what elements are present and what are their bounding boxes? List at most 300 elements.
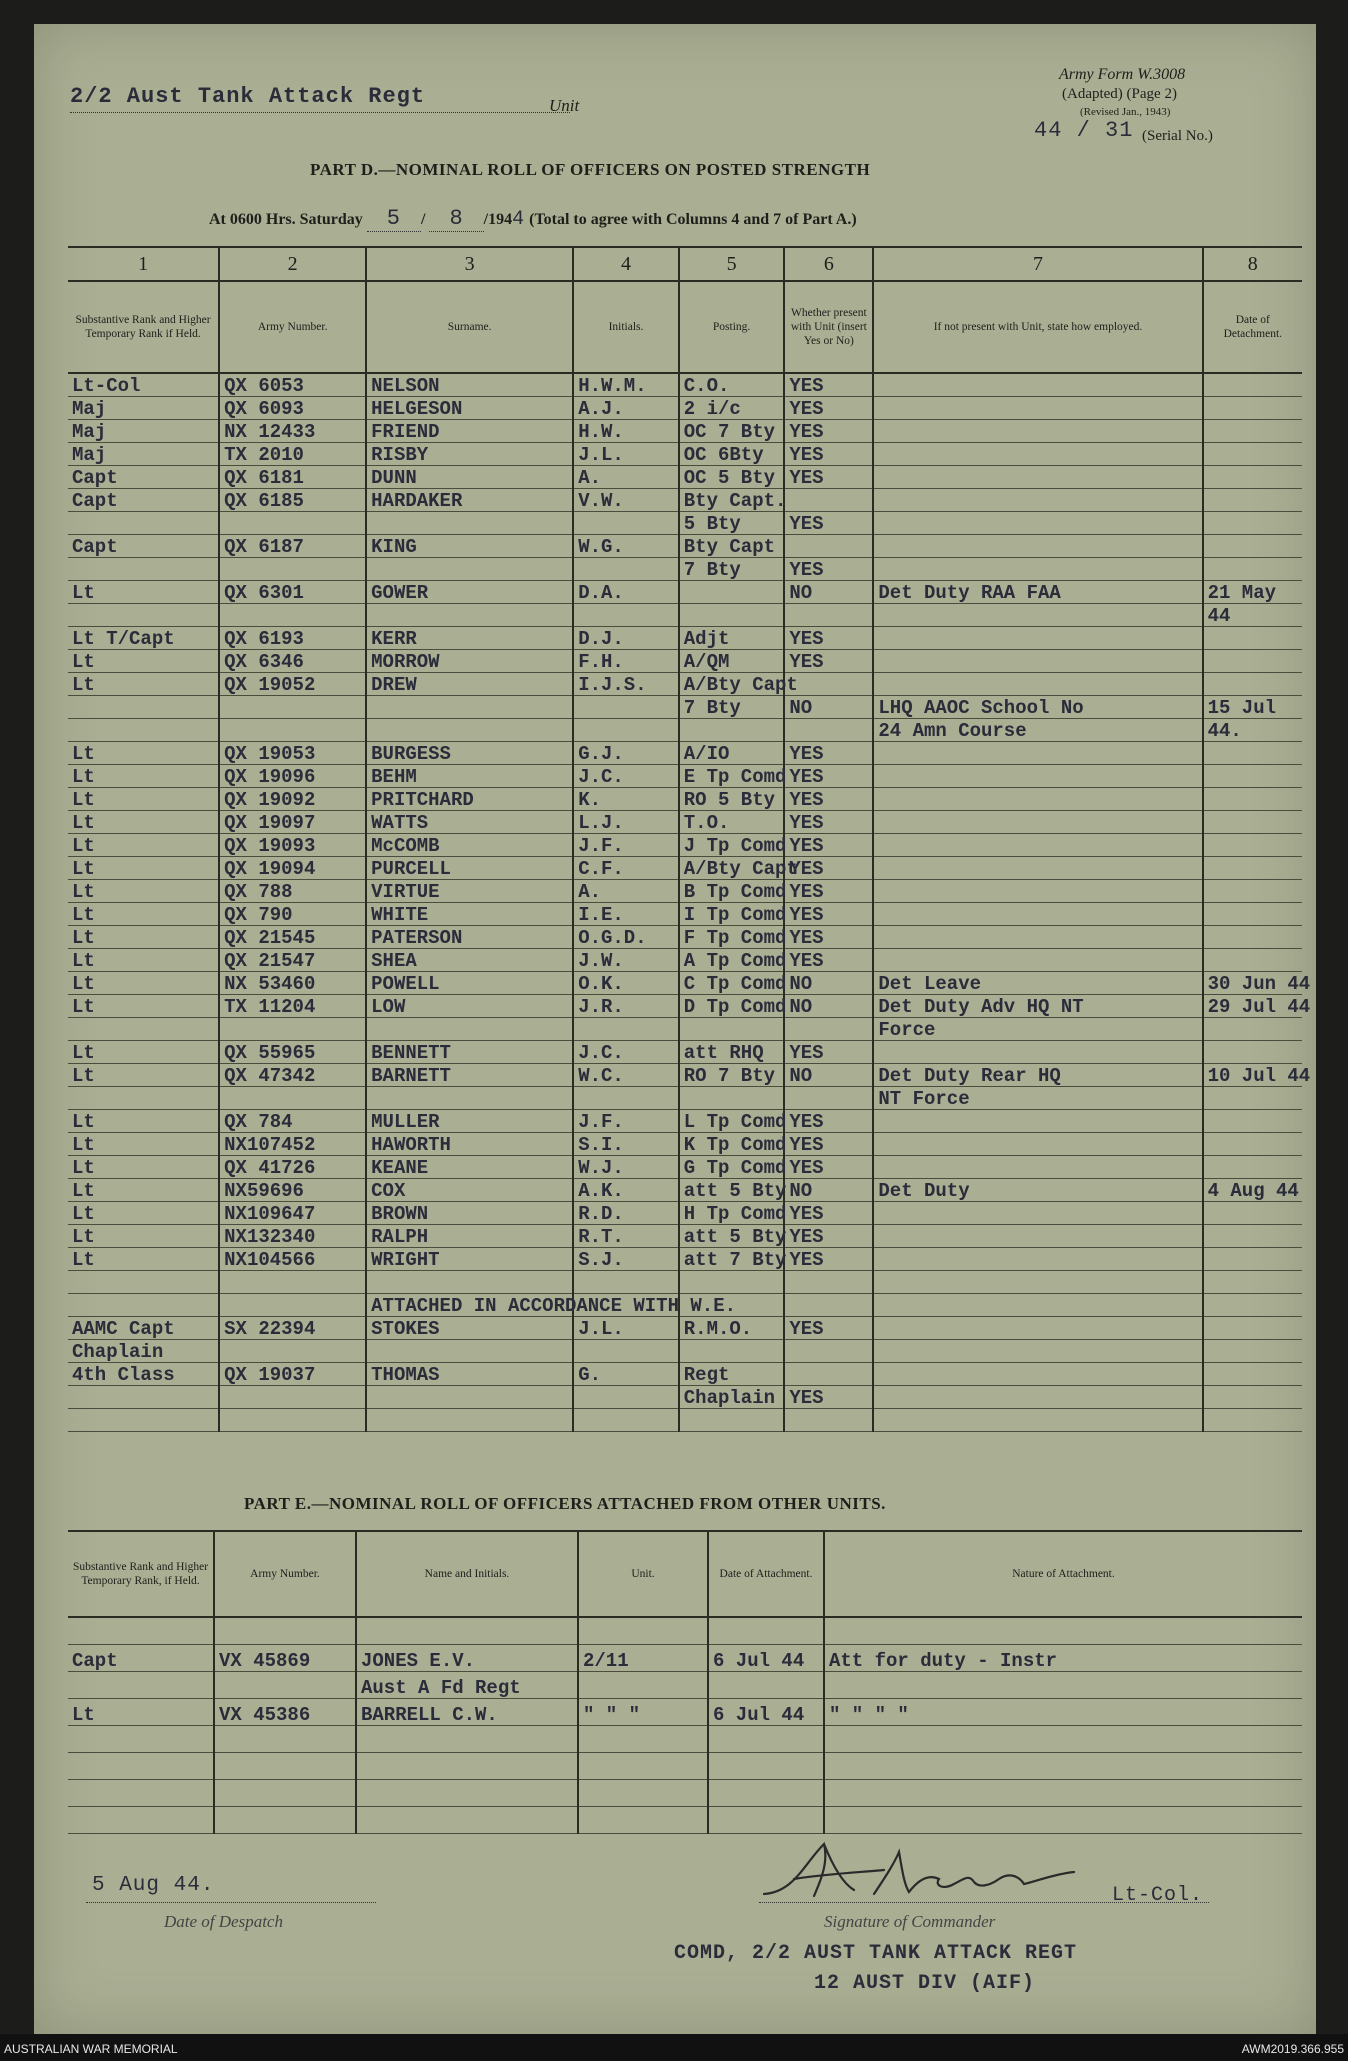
form-adapted: (Adapted) (Page 2) [1062, 86, 1177, 102]
table-row [68, 673, 1302, 696]
cell-unit: " " " [578, 1699, 708, 1726]
cell-surname: BURGESS [366, 742, 573, 765]
column-header-rank: Substantive Rank and Higher Temporary Rank if Held. [68, 281, 219, 373]
cell-present: YES [784, 834, 873, 857]
cell-detach-date [1203, 466, 1302, 489]
cell-posting: OC 7 Bty [679, 420, 785, 443]
cell-employment [873, 1294, 1202, 1317]
column-number-7: 7 [873, 247, 1202, 281]
cell-surname: DUNN [366, 466, 573, 489]
cell-surname: PATERSON [366, 926, 573, 949]
column-header-employment: If not present with Unit, state how employed. [873, 281, 1202, 373]
cell-posting [679, 1340, 785, 1363]
cell-detach-date: 29 Jul 44 [1203, 995, 1302, 1018]
table-row [68, 788, 1302, 811]
cell-army-number: NX 53460 [219, 972, 366, 995]
cell-surname: HELGESON [366, 397, 573, 420]
cell-initials: S.J. [573, 1248, 679, 1271]
cell-army-number: QX 19093 [219, 834, 366, 857]
cell-attach-date: 6 Jul 44 [708, 1645, 824, 1672]
archive-footer-bar [0, 2034, 1348, 2061]
cell-rank [68, 604, 219, 627]
cell-army-number [214, 1807, 356, 1834]
cell-present: YES [784, 1386, 873, 1409]
cell-detach-date [1203, 512, 1302, 535]
cell-present [784, 1271, 873, 1294]
cell-initials: R.T. [573, 1225, 679, 1248]
cell-nature [824, 1753, 1302, 1780]
cell-rank: Lt [68, 650, 219, 673]
cell-name-initials [356, 1726, 578, 1753]
cell-rank: Lt [68, 1225, 219, 1248]
table-row [68, 535, 1302, 558]
table-row [68, 627, 1302, 650]
cell-posting: G Tp Comd [679, 1156, 785, 1179]
table-row [68, 1294, 1302, 1317]
cell-initials: J.C. [573, 1041, 679, 1064]
cell-present: YES [784, 742, 873, 765]
cell-surname: NELSON [366, 373, 573, 397]
cell-employment [873, 535, 1202, 558]
cell-rank: Lt [68, 1110, 219, 1133]
cell-army-number: QX 19053 [219, 742, 366, 765]
cell-army-number [219, 1018, 366, 1041]
at-line-suffix: (Total to agree with Columns 4 and 7 of Part A.) [529, 211, 857, 228]
cell-posting: 5 Bty [679, 512, 785, 535]
column-header-nature: Nature of Attachment. [824, 1531, 1302, 1617]
cell-present [784, 1294, 873, 1317]
cell-surname [366, 558, 573, 581]
cell-army-number: QX 41726 [219, 1156, 366, 1179]
cell-detach-date [1203, 1317, 1302, 1340]
cell-army-number: TX 2010 [219, 443, 366, 466]
cell-present: NO [784, 1064, 873, 1087]
cell-army-number: SX 22394 [219, 1317, 366, 1340]
cell-employment [873, 811, 1202, 834]
cell-posting: C Tp Comd [679, 972, 785, 995]
cell-army-number: QX 19052 [219, 673, 366, 696]
cell-present: YES [784, 1225, 873, 1248]
cell-initials: K. [573, 788, 679, 811]
cell-present [784, 1340, 873, 1363]
cell-employment [873, 1340, 1202, 1363]
cell-employment [873, 1409, 1202, 1432]
table-row [68, 1726, 1302, 1753]
cell-surname: COX [366, 1179, 573, 1202]
cell-employment [873, 1248, 1202, 1271]
cell-employment [873, 489, 1202, 512]
cell-initials: W.G. [573, 535, 679, 558]
cell-attach-date: 6 Jul 44 [708, 1699, 824, 1726]
cell-army-number [214, 1780, 356, 1807]
column-header-detach-date: Date of Detachment. [1203, 281, 1302, 373]
column-header-rank: Substantive Rank and Higher Temporary Rank, if Held. [68, 1531, 214, 1617]
unit-name: 2/2 Aust Tank Attack Regt [70, 84, 426, 109]
cell-posting: OC 5 Bty [679, 466, 785, 489]
cell-present: NO [784, 995, 873, 1018]
table-row [68, 1202, 1302, 1225]
table-row [68, 466, 1302, 489]
serial-label: (Serial No.) [1142, 128, 1213, 144]
cell-posting: att 7 Bty [679, 1248, 785, 1271]
table-row [68, 1617, 1302, 1645]
table-row [68, 1386, 1302, 1409]
cell-present [784, 535, 873, 558]
cell-rank [68, 719, 219, 742]
cell-initials: V.W. [573, 489, 679, 512]
cell-detach-date: 10 Jul 44 [1203, 1064, 1302, 1087]
cell-army-number: QX 19097 [219, 811, 366, 834]
cell-employment [873, 765, 1202, 788]
cell-army-number: QX 790 [219, 903, 366, 926]
cell-posting: A/IO [679, 742, 785, 765]
cell-employment [873, 788, 1202, 811]
cell-rank: Lt [68, 995, 219, 1018]
cell-present: NO [784, 1179, 873, 1202]
table-row [68, 373, 1302, 397]
cell-surname [366, 1386, 573, 1409]
cell-present: YES [784, 811, 873, 834]
cell-attach-date [708, 1726, 824, 1753]
cell-initials: W.J. [573, 1156, 679, 1179]
cell-posting: Adjt [679, 627, 785, 650]
cell-surname: WHITE [366, 903, 573, 926]
cell-present: YES [784, 880, 873, 903]
cell-posting [679, 1018, 785, 1041]
cell-rank [68, 1386, 219, 1409]
cell-present: YES [784, 420, 873, 443]
cell-employment [873, 1225, 1202, 1248]
cell-rank: Lt [68, 673, 219, 696]
cell-army-number: QX 6301 [219, 581, 366, 604]
table-row [68, 1753, 1302, 1780]
cell-posting: RO 5 Bty [679, 788, 785, 811]
signature-label: Signature of Commander [824, 1912, 996, 1931]
cell-posting [679, 604, 785, 627]
cell-rank [68, 1753, 214, 1780]
cell-army-number: QX 788 [219, 880, 366, 903]
cell-army-number: QX 19092 [219, 788, 366, 811]
cell-detach-date [1203, 926, 1302, 949]
cell-detach-date [1203, 650, 1302, 673]
cell-attach-date [708, 1780, 824, 1807]
cell-rank: Lt [68, 1248, 219, 1271]
cell-attach-date [708, 1672, 824, 1699]
cell-unit [578, 1807, 708, 1834]
cell-detach-date: 30 Jun 44 [1203, 972, 1302, 995]
cell-present [784, 719, 873, 742]
cell-unit [578, 1753, 708, 1780]
cell-initials: L.J. [573, 811, 679, 834]
cell-initials: A.J. [573, 397, 679, 420]
column-header-initials: Initials. [573, 281, 679, 373]
cell-posting: J Tp Comd [679, 834, 785, 857]
table-row [68, 581, 1302, 604]
table-row [68, 1225, 1302, 1248]
cell-detach-date [1203, 397, 1302, 420]
cell-army-number: QX 6187 [219, 535, 366, 558]
cell-surname: HARDAKER [366, 489, 573, 512]
cell-employment [873, 857, 1202, 880]
cell-army-number [214, 1617, 356, 1645]
cell-posting: E Tp Comd [679, 765, 785, 788]
table-row [68, 1340, 1302, 1363]
cell-rank: Lt [68, 788, 219, 811]
cell-posting: R.M.O. [679, 1317, 785, 1340]
cell-name-initials [356, 1807, 578, 1834]
column-header-army-number: Army Number. [214, 1531, 356, 1617]
cell-detach-date [1203, 673, 1302, 696]
table-row [68, 1087, 1302, 1110]
cell-nature: Att for duty - Instr [824, 1645, 1302, 1672]
cell-present: YES [784, 1202, 873, 1225]
cell-surname: McCOMB [366, 834, 573, 857]
despatch-date: 5 Aug 44. [92, 1874, 215, 1897]
cell-detach-date: 4 Aug 44 [1203, 1179, 1302, 1202]
cell-employment [873, 1156, 1202, 1179]
table-row [68, 995, 1302, 1018]
table-row [68, 834, 1302, 857]
cell-posting: 2 i/c [679, 397, 785, 420]
cell-employment [873, 443, 1202, 466]
cell-initials [573, 604, 679, 627]
cell-detach-date [1203, 903, 1302, 926]
cell-present: YES [784, 1041, 873, 1064]
cell-detach-date [1203, 1409, 1302, 1432]
cell-posting: F Tp Comd [679, 926, 785, 949]
cell-rank: Lt [68, 949, 219, 972]
cell-employment [873, 926, 1202, 949]
cell-rank: Lt [68, 1156, 219, 1179]
table-row [68, 1780, 1302, 1807]
cell-employment [873, 673, 1202, 696]
part-d-table [68, 246, 1311, 1432]
cell-initials: J.L. [573, 443, 679, 466]
cell-employment [873, 1271, 1202, 1294]
cell-employment [873, 834, 1202, 857]
table-row [68, 604, 1302, 627]
cell-army-number: TX 11204 [219, 995, 366, 1018]
cell-present: YES [784, 765, 873, 788]
cell-initials: A. [573, 880, 679, 903]
cell-present: YES [784, 443, 873, 466]
cell-army-number [214, 1726, 356, 1753]
cell-present: YES [784, 627, 873, 650]
cell-initials [573, 1018, 679, 1041]
cell-army-number [219, 1271, 366, 1294]
table-row [68, 1041, 1302, 1064]
cell-detach-date [1203, 627, 1302, 650]
cell-employment: LHQ AAOC School No [873, 696, 1202, 719]
table-row [68, 512, 1302, 535]
cell-army-number: NX109647 [219, 1202, 366, 1225]
cell-posting: T.O. [679, 811, 785, 834]
cell-surname: MULLER [366, 1110, 573, 1133]
unit-label: Unit [549, 96, 580, 115]
cell-rank [68, 1018, 219, 1041]
cell-army-number: QX 784 [219, 1110, 366, 1133]
cell-surname: BARNETT [366, 1064, 573, 1087]
table-row [68, 1133, 1302, 1156]
cell-detach-date: 44. [1203, 719, 1302, 742]
cell-unit [578, 1780, 708, 1807]
cell-posting: att 5 Bty [679, 1225, 785, 1248]
cell-surname [366, 512, 573, 535]
cell-rank: Maj [68, 443, 219, 466]
cell-detach-date [1203, 489, 1302, 512]
table-row [68, 1409, 1302, 1432]
cell-initials: D.A. [573, 581, 679, 604]
cell-present: YES [784, 1248, 873, 1271]
cell-rank: Lt [68, 834, 219, 857]
cell-army-number [219, 1340, 366, 1363]
cell-army-number: NX132340 [219, 1225, 366, 1248]
cell-surname: PRITCHARD [366, 788, 573, 811]
cell-army-number [219, 604, 366, 627]
cell-initials: S.I. [573, 1133, 679, 1156]
table-row [68, 811, 1302, 834]
cell-surname [366, 1018, 573, 1041]
form-revised: (Revised Jan., 1943) [1080, 106, 1171, 118]
cell-present: NO [784, 696, 873, 719]
day-value: 5 [367, 206, 421, 232]
cell-rank: Lt [68, 742, 219, 765]
cell-army-number: NX107452 [219, 1133, 366, 1156]
cell-surname [366, 1087, 573, 1110]
cell-posting: I Tp Comd [679, 903, 785, 926]
at-line: At 0600 Hrs. Saturday 5 / 8 /1944 (Total to agree with Columns 4 and 7 of Part A.) [209, 206, 857, 231]
cell-name-initials: BARRELL C.W. [356, 1699, 578, 1726]
cell-present [784, 604, 873, 627]
cell-employment: Det Duty Rear HQ [873, 1064, 1202, 1087]
cell-posting: Regt [679, 1363, 785, 1386]
cell-present: YES [784, 466, 873, 489]
table-row [68, 1064, 1302, 1087]
cell-rank: AAMC Capt [68, 1317, 219, 1340]
commander-rank: Lt-Col. [1112, 1884, 1204, 1907]
cell-employment [873, 1386, 1202, 1409]
cell-detach-date [1203, 880, 1302, 903]
cell-detach-date: 44 [1203, 604, 1302, 627]
cell-army-number [219, 1087, 366, 1110]
cell-initials [573, 1087, 679, 1110]
cell-attach-date [708, 1617, 824, 1645]
at-line-prefix: At 0600 Hrs. Saturday [209, 211, 363, 228]
cell-surname: HAWORTH [366, 1133, 573, 1156]
cell-present: NO [784, 972, 873, 995]
cell-present: YES [784, 1110, 873, 1133]
cell-posting: L Tp Comd [679, 1110, 785, 1133]
cell-army-number: QX 6185 [219, 489, 366, 512]
cell-army-number: NX59696 [219, 1179, 366, 1202]
cell-employment [873, 397, 1202, 420]
column-number-1: 1 [68, 247, 219, 281]
table-row [68, 765, 1302, 788]
cell-initials: R.D. [573, 1202, 679, 1225]
cell-present: YES [784, 397, 873, 420]
cell-detach-date [1203, 535, 1302, 558]
cell-employment [873, 558, 1202, 581]
cell-rank: Maj [68, 420, 219, 443]
cell-initials [573, 719, 679, 742]
cell-detach-date: 21 May [1203, 581, 1302, 604]
cell-initials: W.C. [573, 1064, 679, 1087]
cell-present [784, 489, 873, 512]
cell-employment [873, 1110, 1202, 1133]
cell-surname: DREW [366, 673, 573, 696]
cell-rank: Lt [68, 1699, 214, 1726]
cell-employment [873, 1363, 1202, 1386]
cell-posting: A Tp Comd [679, 949, 785, 972]
cell-rank [68, 696, 219, 719]
cell-army-number [219, 696, 366, 719]
cell-initials: C.F. [573, 857, 679, 880]
column-header-present: Whether present with Unit (insert Yes or No) [784, 281, 873, 373]
cell-rank: Lt [68, 903, 219, 926]
cell-detach-date [1203, 834, 1302, 857]
cell-present: YES [784, 949, 873, 972]
cell-initials: J.C. [573, 765, 679, 788]
cell-surname: VIRTUE [366, 880, 573, 903]
cell-surname: ATTACHED IN ACCORDANCE WITH W.E. [366, 1294, 573, 1317]
cell-posting: D Tp Comd [679, 995, 785, 1018]
cell-rank [68, 1087, 219, 1110]
cell-present: YES [784, 650, 873, 673]
cell-name-initials [356, 1780, 578, 1807]
cell-rank: Lt [68, 880, 219, 903]
cell-detach-date [1203, 1156, 1302, 1179]
cell-name-initials [356, 1617, 578, 1645]
cell-initials: J.L. [573, 1317, 679, 1340]
cell-initials: H.W. [573, 420, 679, 443]
cell-surname: KEANE [366, 1156, 573, 1179]
cell-rank: Maj [68, 397, 219, 420]
cell-present: YES [784, 1133, 873, 1156]
cell-rank [68, 512, 219, 535]
cell-initials: G. [573, 1363, 679, 1386]
cell-detach-date [1203, 373, 1302, 397]
despatch-label: Date of Despatch [164, 1912, 283, 1931]
cell-initials: G.J. [573, 742, 679, 765]
table-row [68, 972, 1302, 995]
cell-posting: B Tp Comd [679, 880, 785, 903]
column-header-surname: Surname. [366, 281, 573, 373]
cell-army-number [219, 558, 366, 581]
cell-detach-date [1203, 1271, 1302, 1294]
part-e-column-headers [68, 1531, 1302, 1617]
cell-detach-date [1203, 1340, 1302, 1363]
commander-title-line2: 12 AUST DIV (AIF) [814, 1972, 1036, 1995]
cell-nature: " " " " [824, 1699, 1302, 1726]
cell-rank: Lt [68, 1133, 219, 1156]
cell-surname: SHEA [366, 949, 573, 972]
column-header-name-initials: Name and Initials. [356, 1531, 578, 1617]
cell-detach-date [1203, 949, 1302, 972]
cell-name-initials: JONES E.V. [356, 1645, 578, 1672]
cell-surname: KING [366, 535, 573, 558]
column-number-5: 5 [679, 247, 785, 281]
cell-detach-date [1203, 420, 1302, 443]
cell-rank [68, 1271, 219, 1294]
cell-surname: BENNETT [366, 1041, 573, 1064]
cell-rank [68, 558, 219, 581]
column-header-attach-date: Date of Attachment. [708, 1531, 824, 1617]
cell-name-initials [356, 1753, 578, 1780]
column-number-6: 6 [784, 247, 873, 281]
cell-army-number [219, 1409, 366, 1432]
cell-rank [68, 1409, 219, 1432]
month-value: 8 [429, 206, 483, 232]
